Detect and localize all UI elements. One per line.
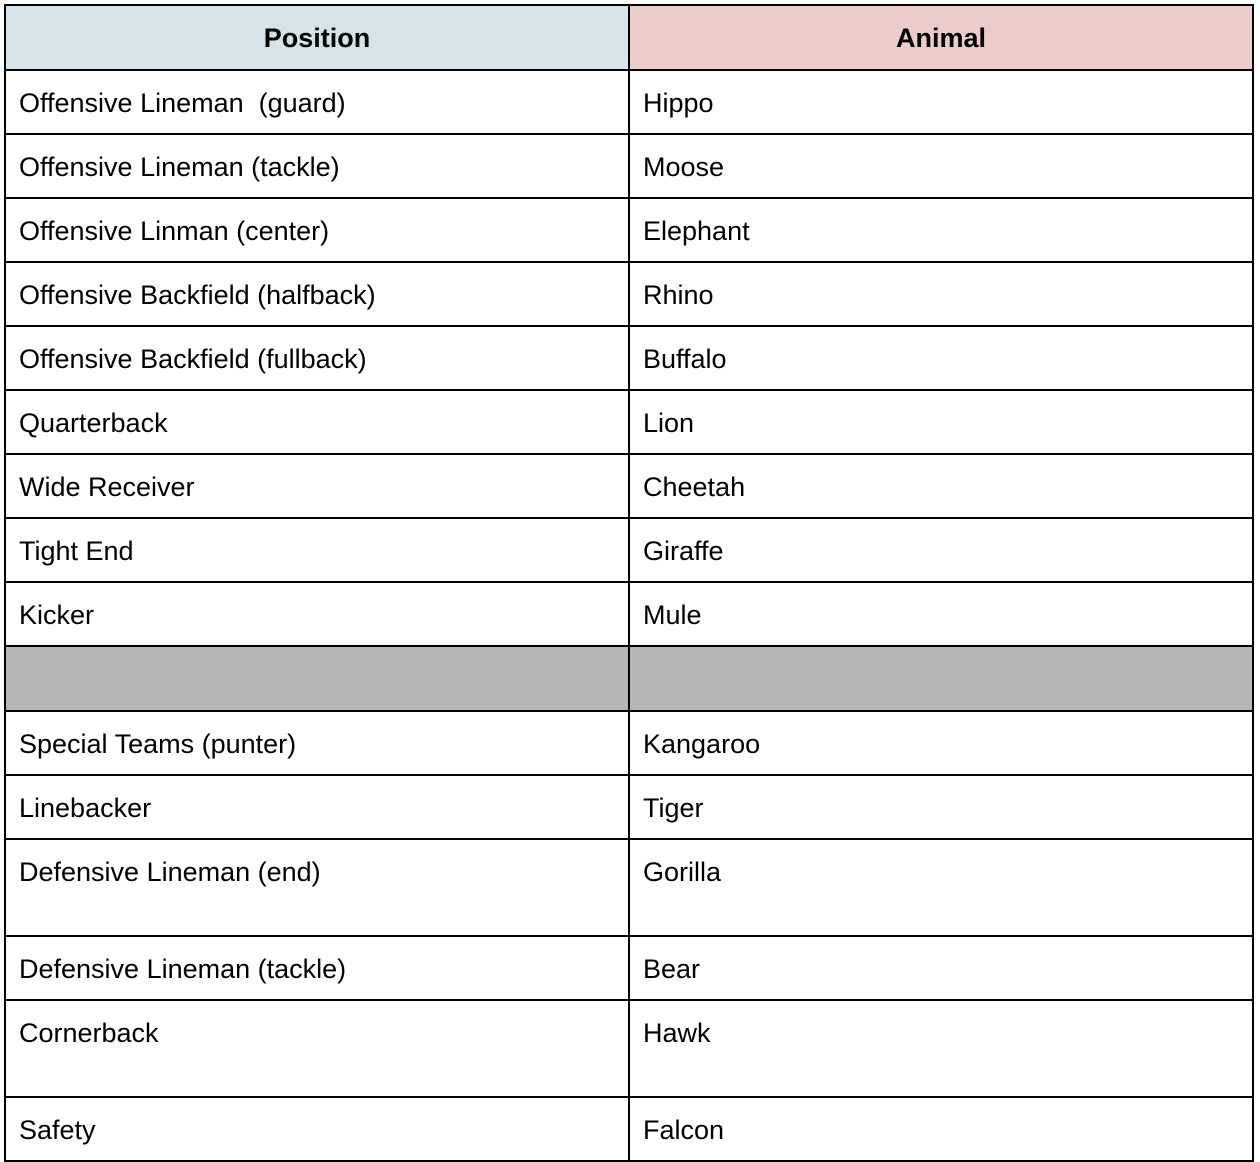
header-animal: Animal [629, 5, 1253, 70]
position-text: Wide Receiver [19, 472, 195, 502]
animal-text: Giraffe [643, 536, 724, 566]
animal-text: Falcon [643, 1115, 725, 1145]
table-row [5, 839, 1253, 936]
position-text: Linebacker [19, 793, 152, 823]
table-row [5, 326, 1253, 390]
table-row [5, 134, 1253, 198]
animal-text: Mule [643, 600, 702, 630]
position-text: Offensive Linman (center) [19, 216, 330, 246]
animal-cell [629, 1000, 1253, 1097]
table-row [5, 1000, 1253, 1097]
position-cell [5, 70, 629, 134]
animal-cell [629, 839, 1253, 936]
animal-text: Rhino [643, 280, 714, 310]
animal-cell [629, 198, 1253, 262]
position-cell [5, 390, 629, 454]
position-cell [5, 454, 629, 518]
animal-cell [629, 262, 1253, 326]
animal-cell [629, 70, 1253, 134]
animal-cell [629, 936, 1253, 1000]
table-row [5, 582, 1253, 646]
table-row [5, 198, 1253, 262]
table-row [5, 518, 1253, 582]
position-cell [5, 134, 629, 198]
animal-text: Hawk [643, 1018, 711, 1048]
animal-text: Kangaroo [643, 729, 761, 759]
animal-text: Gorilla [643, 857, 722, 887]
table-row [5, 262, 1253, 326]
position-text [19, 647, 628, 663]
animal-cell [629, 390, 1253, 454]
animal-text: Bear [643, 954, 701, 984]
position-cell [5, 326, 629, 390]
position-text: Tight End [19, 536, 134, 566]
position-text: Offensive Lineman (guard) [19, 88, 346, 118]
position-text: Safety [19, 1115, 96, 1145]
animal-cell [629, 711, 1253, 775]
header-position: Position [5, 5, 629, 70]
animal-cell [629, 454, 1253, 518]
table-row [5, 454, 1253, 518]
table-header-row [5, 5, 1253, 70]
table-row [5, 70, 1253, 134]
position-text: Offensive Backfield (fullback) [19, 344, 367, 374]
animal-text [643, 647, 1252, 663]
animal-text: Elephant [643, 216, 750, 246]
position-text: Offensive Backfield (halfback) [19, 280, 376, 310]
position-cell [5, 711, 629, 775]
separator-cell-position [5, 646, 629, 711]
position-cell [5, 198, 629, 262]
animal-cell [629, 326, 1253, 390]
position-cell [5, 262, 629, 326]
position-animal-table [4, 4, 1254, 1162]
animal-text: Buffalo [643, 344, 727, 374]
position-cell [5, 582, 629, 646]
animal-text: Lion [643, 408, 695, 438]
animal-cell [629, 518, 1253, 582]
position-text: Offensive Lineman (tackle) [19, 152, 340, 182]
position-text: Cornerback [19, 1018, 159, 1048]
position-text: Special Teams (punter) [19, 729, 297, 759]
animal-cell [629, 1097, 1253, 1161]
position-cell [5, 1097, 629, 1161]
table-row [5, 390, 1253, 454]
position-text: Kicker [19, 600, 95, 630]
animal-text: Tiger [643, 793, 704, 823]
animal-cell [629, 775, 1253, 839]
position-text: Defensive Lineman (tackle) [19, 954, 347, 984]
separator-row [5, 646, 1253, 711]
animal-text: Moose [643, 152, 725, 182]
animal-cell [629, 582, 1253, 646]
table-row [5, 936, 1253, 1000]
position-cell [5, 518, 629, 582]
position-cell [5, 839, 629, 936]
position-text: Defensive Lineman (end) [19, 857, 321, 887]
animal-text: Hippo [643, 88, 714, 118]
position-text: Quarterback [19, 408, 168, 438]
separator-cell-animal [629, 646, 1253, 711]
table-row [5, 775, 1253, 839]
position-cell [5, 1000, 629, 1097]
position-cell [5, 775, 629, 839]
animal-text: Cheetah [643, 472, 746, 502]
table-row [5, 1097, 1253, 1161]
animal-cell [629, 134, 1253, 198]
position-cell [5, 936, 629, 1000]
table-row [5, 711, 1253, 775]
